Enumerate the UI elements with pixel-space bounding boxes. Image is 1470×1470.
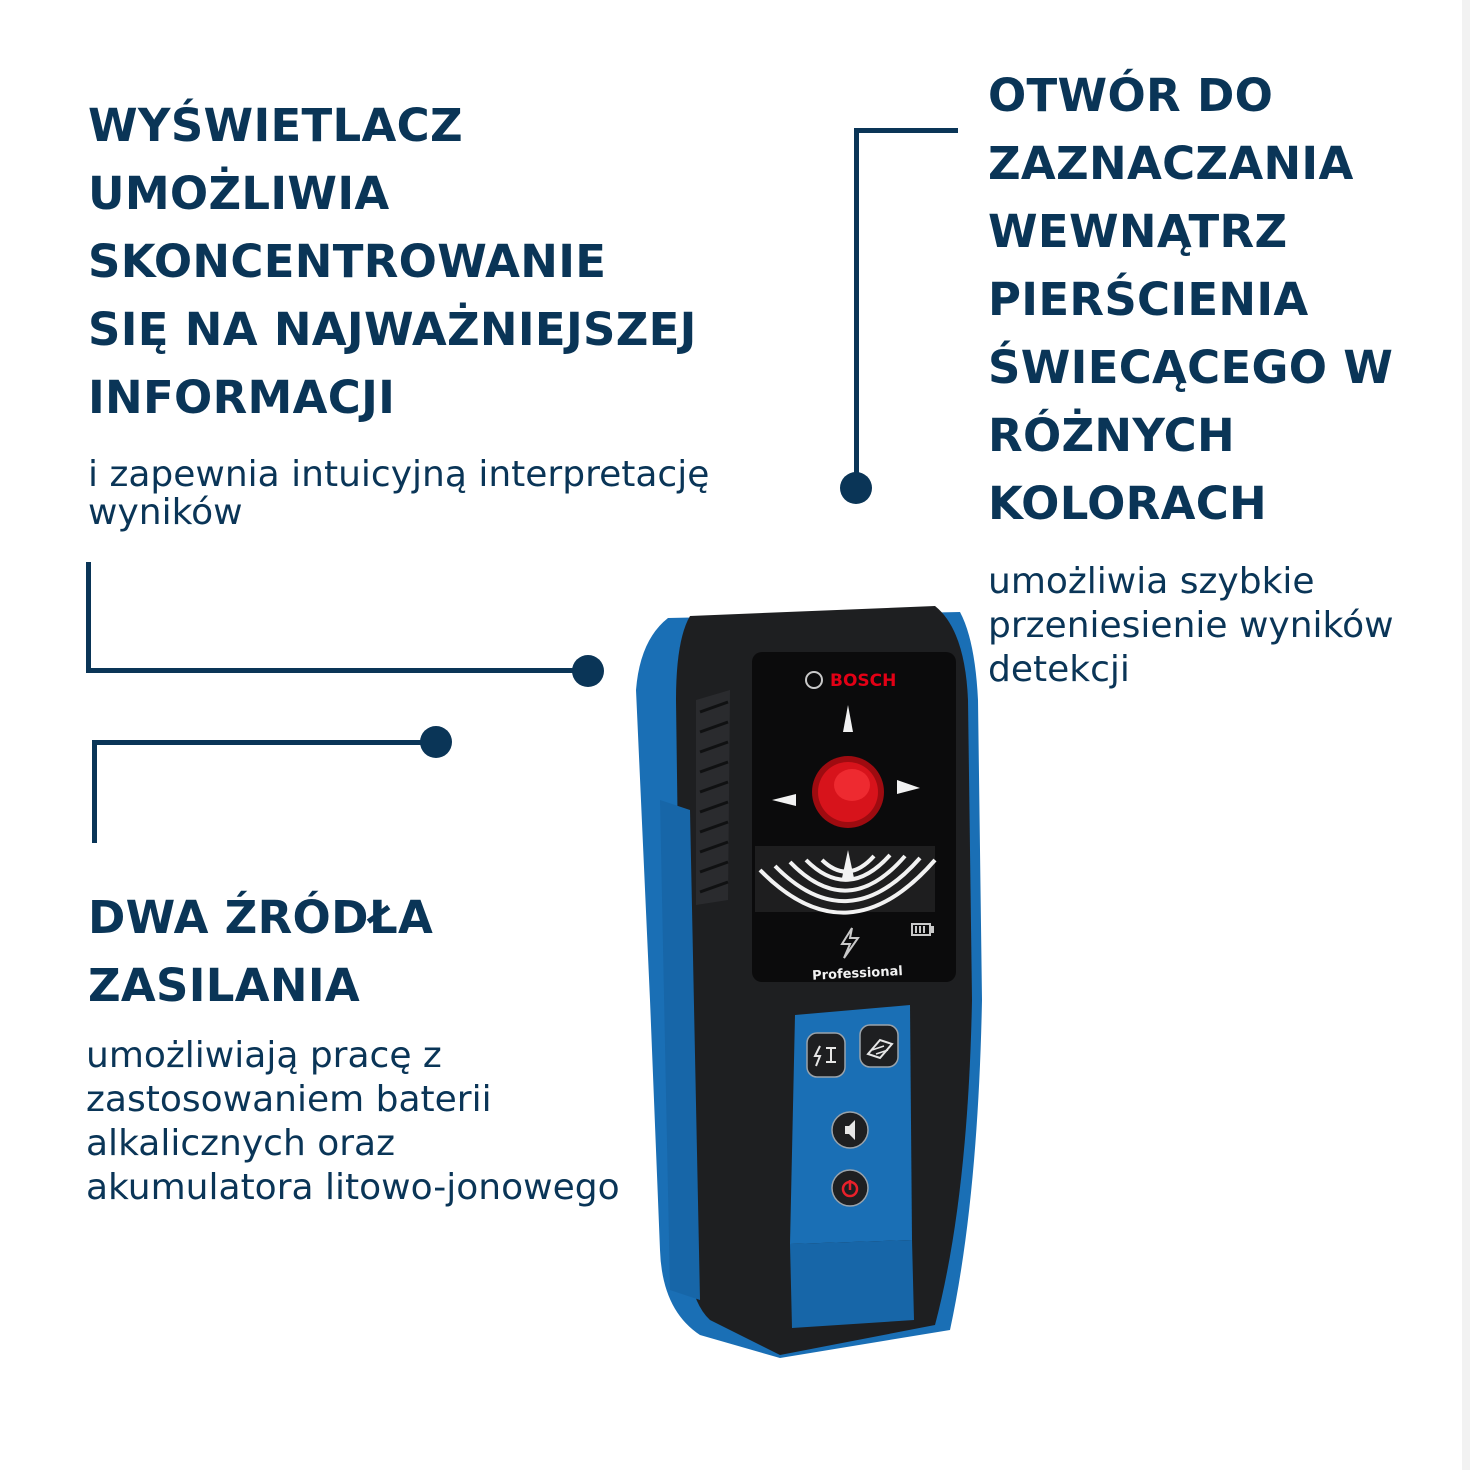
body-line: przeniesienie wyników — [988, 605, 1394, 646]
heading-line: WEWNĄTRZ — [988, 205, 1288, 258]
grip-ridges-icon — [696, 690, 730, 905]
body-line: umożliwiają pracę z — [86, 1035, 442, 1076]
body-line: akumulatora litowo-jonowego — [86, 1167, 620, 1208]
marking-hole-heading — [988, 62, 1393, 538]
power-heading — [88, 884, 433, 1020]
heading-line: SKONCENTROWANIE — [88, 235, 607, 288]
heading-line: INFORMACJI — [88, 371, 396, 424]
heading-line: SIĘ NA NAJWAŻNIEJSZEJ — [88, 303, 697, 356]
body-line: alkalicznych oraz — [86, 1123, 395, 1164]
power-icon — [832, 1170, 868, 1206]
heading-line: ZASILANIA — [88, 959, 361, 1012]
heading-line: WYŚWIETLACZ — [88, 99, 463, 152]
heading-line: UMOŻLIWIA — [88, 167, 390, 220]
page-edge-strip — [1462, 0, 1470, 1470]
body-line: umożliwia szybkie — [988, 561, 1315, 602]
heading-line: OTWÓR DO — [988, 69, 1274, 122]
power-description — [86, 1034, 620, 1210]
body-line: detekcji — [988, 649, 1130, 690]
marking-hole-description — [988, 560, 1394, 692]
body-line: wyników — [88, 492, 243, 533]
heading-line: RÓŻNYCH — [988, 409, 1235, 462]
heading-line: KOLORACH — [988, 477, 1267, 530]
speaker-icon — [832, 1112, 868, 1148]
live-wire-mode-icon — [807, 1033, 845, 1077]
signal-arcs-icon — [755, 846, 935, 913]
wall-scanner-device — [620, 600, 990, 1370]
body-line: zastosowaniem baterii — [86, 1079, 492, 1120]
heading-line: ŚWIECĄCEGO W — [988, 341, 1394, 394]
display-heading — [88, 92, 697, 432]
display-description — [88, 456, 709, 532]
red-target-icon — [812, 756, 884, 828]
heading-line: PIERŚCIENIA — [988, 273, 1309, 326]
heading-line: DWA ŹRÓDŁA — [88, 891, 434, 944]
brand-logo: BOSCH — [830, 671, 897, 691]
material-mode-icon — [860, 1025, 898, 1067]
body-line: i zapewnia intuicyjną interpretację — [88, 454, 710, 495]
model-label: Professional — [811, 963, 904, 984]
heading-line: ZAZNACZANIA — [988, 137, 1354, 190]
